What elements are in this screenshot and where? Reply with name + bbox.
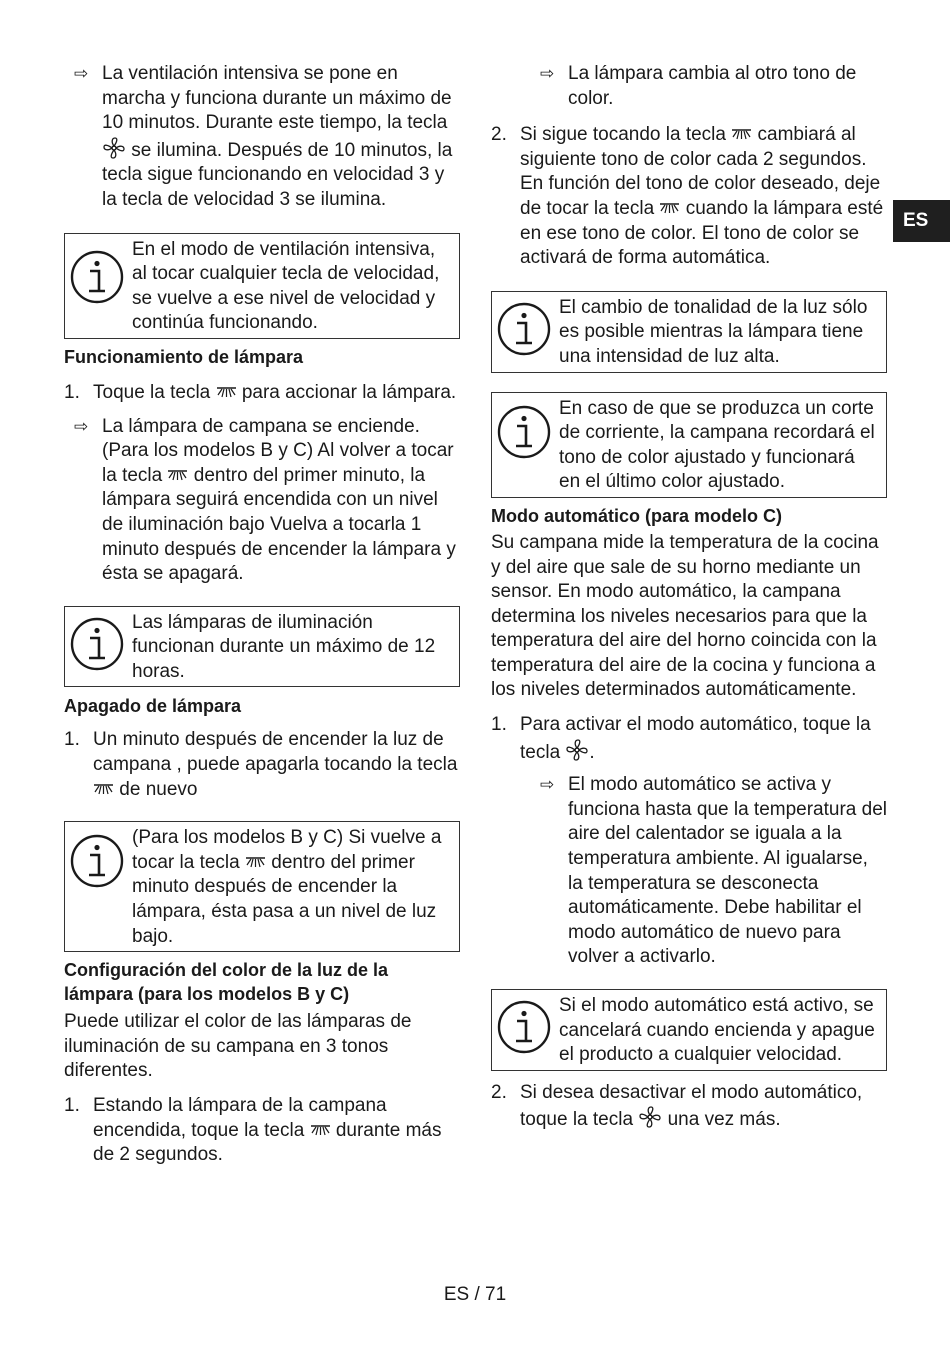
info-icon — [497, 405, 551, 459]
lamp-icon — [731, 127, 752, 141]
step-lamp-off: 1. Un minuto después de encender la luz de campana , puede apagarla tocando la tecla de nuevo — [64, 729, 458, 800]
language-tab: ES — [893, 200, 950, 242]
lamp-icon — [310, 1123, 331, 1137]
result-auto-on: ⇨ El modo automático se activa y funciona hasta que la temperatura del aire del calentador se iguala a la temperatura ambiente. Al igualarse, la temperatura se desconecta automáticamente. Debe habilitar el modo automático de nuevo para volver a activarlo. — [540, 774, 887, 968]
step-lamp-on: 1. Toque la tecla para accionar la lámpara. — [64, 381, 457, 403]
result-arrow-icon: ⇨ — [540, 775, 555, 795]
info-icon — [70, 617, 124, 671]
lamp-icon — [167, 468, 188, 482]
step-auto-off: 2. Si desea desactivar el modo automático, toque la tecla una vez más. — [491, 1081, 863, 1131]
step-color-1: 1. Estando la lámpara de la campana encendida, toque la tecla durante más de 2 segundos. — [64, 1095, 442, 1166]
info-box-auto-cancel: Si el modo automático está activo, se cancelará cuando encienda y apague el producto a cualquier velocidad. — [491, 989, 887, 1071]
result-intensive-ventilation: ⇨ La ventilación intensiva se pone en marcha y funciona durante un máximo de 10 minutos. Durante este tiempo, la tecla se ilumina. Después de 10 minutos, la tecla sigue funcionando en velocidad 3 y la tecla de velocidad 3 se ilumina. — [74, 63, 453, 210]
left-column — [64, 62, 460, 1168]
result-arrow-icon: ⇨ — [74, 64, 89, 83]
auto-mode-icon — [565, 738, 589, 762]
info-box-intensive: En el modo de ventilación intensiva, al tocar cualquier tecla de velocidad, se vuelve a ese nivel de velocidad y continúa funcionando. — [64, 233, 460, 339]
right-column — [491, 62, 887, 1133]
lamp-icon — [216, 385, 237, 399]
result-arrow-icon: ⇨ — [74, 416, 89, 436]
lamp-icon — [245, 855, 266, 869]
info-box-color-intensity: El cambio de tonalidad de la luz sólo es posible mientras la lámpara tiene una intensidad de luz alta. — [491, 291, 887, 373]
step-color-2: 2. Si sigue tocando la tecla cambiará al siguiente tono de color cada 2 segundos. En función del tono de color deseado, deje de tocar la tecla cuando la lámpara esté en ese tono de color. El tono de color se activará de forma automática. — [491, 124, 884, 269]
page-number: ES / 71 — [443, 1284, 507, 1305]
auto-mode-icon — [638, 1105, 662, 1129]
info-icon — [70, 834, 124, 888]
info-icon — [497, 302, 551, 356]
heading-lamp-operation: Funcionamiento de lámpara — [64, 346, 304, 367]
heading-light-color: Configuración del color de la luz de la lámpara (para los modelos B y C) — [64, 960, 389, 1005]
step-auto-on: 1. Para activar el modo automático, toque la tecla . — [491, 714, 871, 763]
result-color-change: ⇨ La lámpara cambia al otro tono de color. — [540, 63, 857, 109]
lamp-icon — [93, 782, 114, 796]
lamp-icon — [659, 201, 680, 215]
heading-auto-mode: Modo automático (para modelo C) — [491, 505, 783, 526]
info-box-low-light: (Para los modelos B y C) Si vuelve a tocar la tecla dentro del primer minuto después de encender la lámpara, ésta pasa a un nivel de luz bajo. — [64, 821, 460, 952]
info-box-lamp-duration: Las lámparas de iluminación funcionan durante un máximo de 12 horas. — [64, 606, 460, 688]
info-box-power-cut: En caso de que se produzca un corte de corriente, la campana recordará el tono de color ajustado y funcionará en el último color ajustado. — [491, 392, 887, 498]
info-icon — [70, 250, 124, 304]
info-icon — [497, 1000, 551, 1054]
color-intro-text: Puede utilizar el color de las lámparas de iluminación de su campana en 3 tonos diferentes. — [64, 1011, 412, 1082]
intensive-fan-icon — [102, 136, 126, 160]
result-arrow-icon: ⇨ — [540, 64, 555, 83]
heading-lamp-off: Apagado de lámpara — [64, 696, 242, 717]
auto-intro-text: Su campana mide la temperatura de la cocina y del aire que sale de su horno mediante un sensor. En modo automático, la campana determina los niveles necesarios para que la temperatura del aire del horno coincida con la temperatura del aire de la cocina y funciona a los niveles determinados automáticamente. — [491, 531, 879, 701]
result-lamp-on: ⇨ La lámpara de campana se enciende. (Para los modelos B y C) Al volver a tocar la tecla dentro del primer minuto, la lámpara seguirá encendida con un nivel de iluminación bajo Vuelva a tocarla 1 minuto después de encender la lámpara y ésta se apagará. — [74, 415, 456, 585]
